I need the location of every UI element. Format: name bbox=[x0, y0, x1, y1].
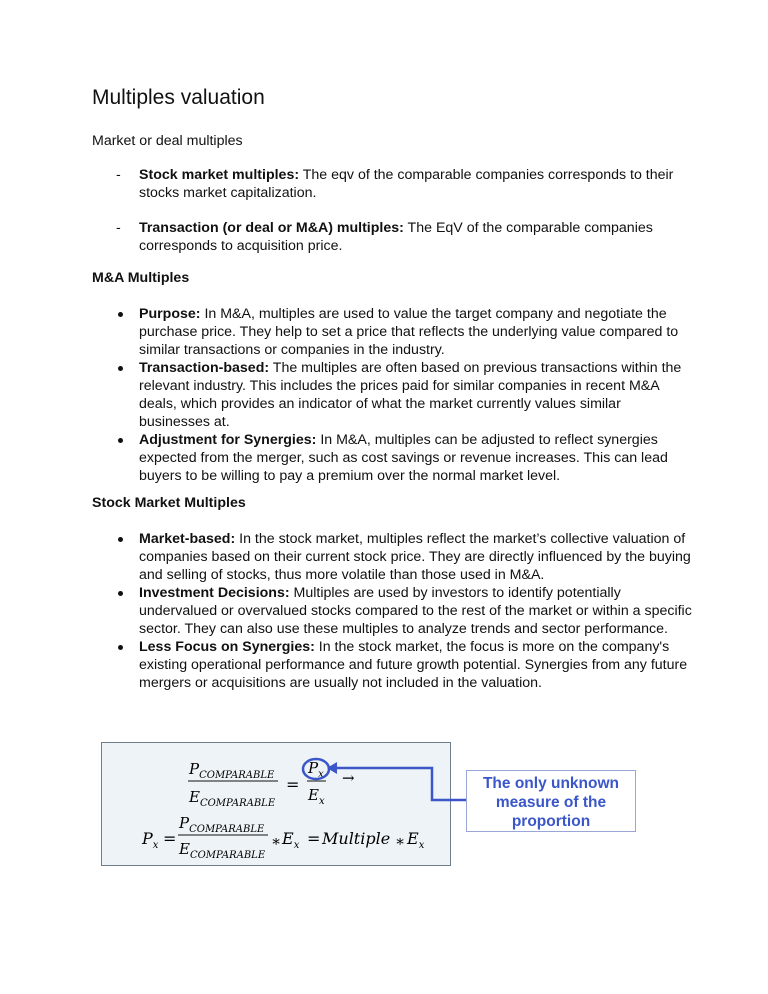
px-numerator: $P_x$ bbox=[308, 759, 324, 780]
list-item: - Transaction (or deal or M&A) multiples: The EqV of the comparable companies corresponds to acquisition price. bbox=[116, 220, 653, 254]
multiple-word: Multiple bbox=[322, 829, 391, 848]
list-item: Purpose: In M&A, multiples are used to value the target company and negotiate the purchase price. They help to set a price that reflects the underlying value compared to similar transactions or companies in the industry. bbox=[92, 305, 692, 359]
ex-denominator: $E_x$ bbox=[308, 786, 325, 807]
equals-sign: = bbox=[286, 775, 300, 794]
px-left: $P_x$ bbox=[142, 829, 159, 851]
arrow-symbol: → bbox=[342, 769, 355, 787]
p-comparable-bottom: $P_{COMPARABLE}$ bbox=[179, 814, 265, 835]
list-item: Market-based: In the stock market, multiples reflect the market’s collective valuation of companies based on their current stock price. They are directly influenced by the buying and selling of stocks, thus more volatile than those used in M&A. bbox=[92, 530, 692, 584]
svg-text:=: = bbox=[163, 829, 177, 848]
e-comparable-top: $E_{COMPARABLE}$ bbox=[189, 788, 276, 809]
p-comparable-top: $P_{COMPARABLE}$ bbox=[189, 760, 275, 781]
section-title-stock: Stock Market Multiples bbox=[92, 495, 246, 511]
e-comparable-bottom: $E_{COMPARABLE}$ bbox=[179, 840, 266, 861]
svg-text:∗: ∗ bbox=[395, 832, 406, 850]
list-item: Transaction-based: The multiples are often based on previous transactions within the relevant industry. This includes the prices paid for similar companies in recent M&A deals, which provides an indicator of what the market currently values similar businesses at. bbox=[92, 359, 692, 431]
list-item: Less Focus on Synergies: In the stock market, the focus is more on the company's existing operational performance and future growth potential. Synergies from any future mergers or acquisitions are usually not included in the valuation. bbox=[92, 638, 692, 692]
list-item: Adjustment for Synergies: In M&A, multiples can be adjusted to reflect synergies expected from the merger, such as cost savings or revenue increases. This can lead buyers to be willing to pay a premium over the normal market level. bbox=[92, 431, 692, 485]
subtitle: Market or deal multiples bbox=[92, 133, 243, 149]
section-title-ma: M&A Multiples bbox=[92, 270, 190, 286]
list-item: - Stock market multiples: The eqv of the comparable companies corresponds to their stocks market capitalization. bbox=[116, 167, 674, 201]
page-title: Multiples valuation bbox=[92, 86, 265, 109]
svg-text:Ex: $E_x$ bbox=[282, 829, 300, 851]
svg-text:∗: ∗ bbox=[271, 832, 282, 850]
callout-box: The only unknown measure of the proportion bbox=[466, 770, 636, 832]
list-item: Investment Decisions: Multiples are used by investors to identify potentially undervalued or overvalued stocks compared to the rest of the market or within a specific sector. They can also use these multiples to analyze trends and sector performance. bbox=[92, 584, 692, 638]
svg-text:Ex: $E_x$ bbox=[407, 829, 425, 851]
svg-text:=: = bbox=[307, 829, 321, 848]
